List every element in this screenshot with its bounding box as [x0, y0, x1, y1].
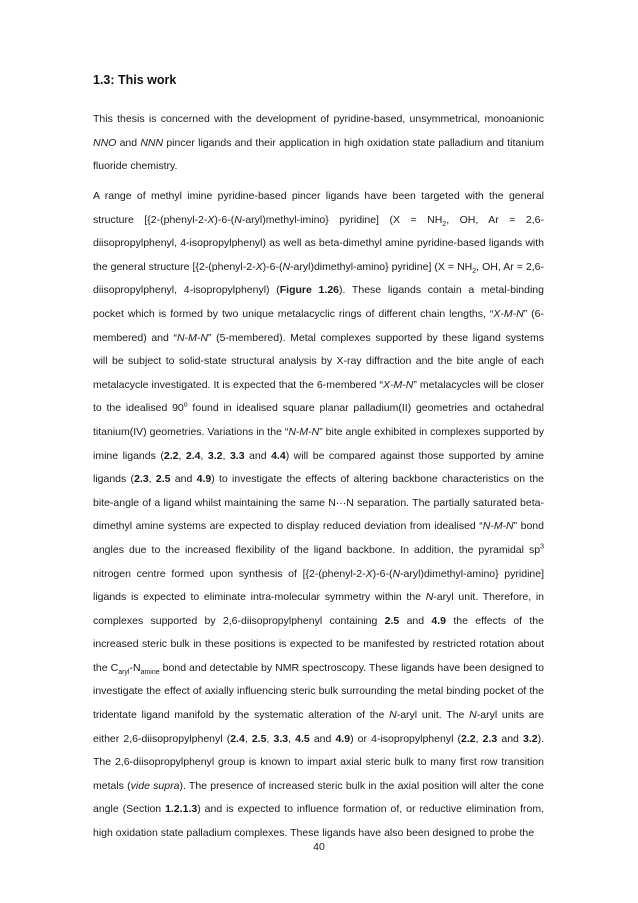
paragraph2-run: and: [309, 732, 336, 745]
paragraph2-run: N: [389, 709, 397, 722]
paragraph2-run: ,: [200, 449, 208, 462]
paragraph2-run: 3.2: [207, 449, 223, 462]
paragraph2-run: -N: [129, 661, 141, 674]
paragraph-ligands: [93, 185, 544, 846]
paragraph2-run: N: [234, 213, 242, 226]
paragraph2-run: ” bond angles due to the increased flexibility of the ligand backbone. In addition, the pyramidal sp: [93, 520, 544, 556]
paragraph2-run: 2: [472, 267, 477, 275]
paragraph2-run: 4.9: [196, 473, 212, 486]
paragraph2-run: N: [425, 591, 434, 604]
paragraph2-run: 3: [540, 543, 544, 551]
paragraph2-run: ,: [148, 473, 156, 486]
paragraph1-run: NNO: [93, 136, 117, 149]
paragraph2-run: N-M-N: [288, 425, 320, 438]
paragraph2-run: ). The 2,6-diisopropylphenyl group is known to impart axial steric bulk to many first row transition metals (: [93, 732, 545, 792]
paragraph2-run: -aryl unit. Therefore, in complexes supported by 2,6-diisopropylphenyl containing: [93, 591, 545, 627]
paragraph2-run: 2.5: [384, 614, 400, 627]
paragraph2-run: o: [183, 401, 188, 409]
paragraph2-run: , OH, Ar = 2,6-diisopropylphenyl, 4-isopropylphenyl) as well as beta-dimethyl amine pyridine-based ligands with the general structure [{2-(phenyl-2-: [93, 213, 544, 273]
paragraph2-run: 2.2: [163, 449, 179, 462]
page-number: 40: [313, 841, 325, 853]
paragraph2-run: ,: [244, 732, 252, 745]
paragraph2-run: 4.9: [335, 732, 351, 745]
paragraph2-run: 3.2: [523, 732, 538, 745]
paragraph2-run: ) and is expected to influence formation of, or reductive elimination from, high oxidation state palladium complexes. These ligands have also been designed to probe the: [93, 803, 545, 840]
paragraph2-run: the effects of the increased steric bulk in these positions is expected to be manifested by restricted rotation about the C: [93, 614, 544, 674]
paragraph2-run: 2.2: [461, 732, 476, 745]
paragraph2-run: X-M-N: [383, 378, 414, 391]
paragraph2-run: and: [170, 473, 197, 486]
paragraph2-run: X: [207, 213, 215, 226]
paragraph2-run: 1.2.1.3: [165, 803, 198, 816]
paragraph2-run: ,: [475, 732, 483, 745]
paragraph2-run: -aryl)dimethyl-amino} pyridine] ligands is expected to eliminate intra-molecular symmetry within the: [93, 567, 544, 604]
paragraph2-run: X: [255, 260, 263, 273]
paragraph2-run: 4.5: [295, 732, 310, 745]
paragraph2-run: 2.3: [482, 732, 498, 745]
paragraph2-run: -aryl)dimethyl-amino} pyridine] (X = NH: [290, 260, 473, 273]
paragraph2-run: 4.9: [431, 614, 447, 627]
paragraph2-run: ,: [222, 449, 230, 462]
paragraph2-run: vide supra: [130, 779, 180, 792]
paragraph2-run: , OH, Ar = 2,6-diisopropylphenyl, 4-isopropylphenyl) (: [93, 260, 544, 297]
paragraph2-run: ” bite angle exhibited in complexes supported by imine ligands (: [93, 425, 544, 462]
paragraph2-run: amine: [140, 668, 160, 676]
paragraph2-run: ) or 4-isopropylphenyl (: [350, 732, 462, 745]
paragraph2-run: bond and detectable by NMR spectroscopy. These ligands have been designed to investigate the effect of axially influencing steric bulk surrounding the metal binding pocket of the tridentate ligand manifold by the systematic alteration of the: [93, 661, 544, 722]
paragraph2-run: and: [244, 449, 272, 462]
paragraph2-run: ). The presence of increased steric bulk in the axial position will alter the cone angle (Section: [93, 779, 544, 816]
paragraph2-run: nitrogen centre formed upon synthesis of [{2-(phenyl-2-: [93, 567, 366, 580]
paragraph2-run: and: [399, 614, 432, 627]
paragraph2-run: ,: [288, 732, 296, 745]
paragraph2-run: N: [392, 567, 401, 580]
paragraph2-run: 2.4: [185, 449, 201, 462]
paragraph2-run: X: [365, 567, 373, 580]
paragraph2-run: 2.5: [251, 732, 267, 745]
paragraph2-run: ) will be compared against those supported by amine ligands (: [93, 449, 545, 486]
paragraph2-run: 2.5: [155, 473, 171, 486]
paragraph2-run: N-M-N: [482, 520, 514, 533]
paragraph2-run: ” metalacycles will be closer to the idealised 90: [93, 378, 544, 415]
paragraph2-run: )-6-(: [214, 213, 235, 226]
paragraph2-run: -aryl)methyl-imino} pyridine] (X = NH: [241, 213, 443, 226]
paragraph2-run: 3.3: [273, 732, 289, 745]
paragraph1-run: and: [116, 136, 141, 149]
paragraph2-run: Figure 1.26: [279, 284, 339, 297]
paragraph2-run: A range of methyl imine pyridine-based pincer ligands have been targeted with the general structure [{2-(phenyl-2-: [93, 190, 544, 226]
paragraph2-run: found in idealised square planar palladium(II) geometries and octahedral titanium(IV) geometries. Variations in the “: [93, 402, 544, 438]
paragraph2-run: )-6-(: [262, 260, 283, 273]
paragraph2-run: ,: [178, 449, 186, 462]
paragraph1-run: This thesis is concerned with the development of pyridine-based, unsymmetrical, monoanionic: [93, 113, 544, 125]
paragraph2-run: 2: [442, 220, 447, 228]
paragraph2-run: ). These ligands contain a metal-binding pocket which is formed by two unique metalacyclic rings of different chain lengths, “: [93, 284, 544, 320]
paragraph2-run: )-6-(: [372, 567, 393, 580]
paragraph2-run: ) to investigate the effects of altering backbone characteristics on the bite-angle of a ligand whilst maintaining the same N···N separation. The partially saturated beta-dimethyl amine systems are expected to display reduced deviation from idealised “: [93, 473, 544, 533]
paragraph2-run: X-M-N: [493, 307, 524, 320]
paragraph2-run: -aryl unit. The: [396, 709, 470, 722]
paragraph2-run: N-M-N: [177, 331, 208, 344]
paragraph2-run: -aryl units are either 2,6-diisopropylphenyl (: [93, 709, 545, 745]
paragraph2-run: 2.4: [230, 732, 245, 745]
paragraph2-run: N: [282, 260, 291, 273]
paragraph2-run: ” (6-membered) and “: [93, 307, 544, 344]
paragraph2-run: aryl: [118, 668, 130, 676]
paragraph1-run: NNN: [140, 136, 164, 149]
paragraph2-run: ” (5-membered). Metal complexes supported by these ligand systems will be subject to solid-state structural analysis by X-ray diffraction and the bite angle of each metalacycle investigated. It is expected that the 6-membered “: [93, 331, 544, 391]
paragraph2-run: 4.4: [271, 449, 286, 462]
paragraph1-run: pincer ligands and their application in high oxidation state palladium and titanium fluoride chemistry.: [93, 136, 544, 173]
paragraph2-run: 2.3: [134, 473, 149, 486]
paragraph-intro: [93, 108, 544, 179]
paragraph2-run: ,: [266, 732, 274, 745]
paragraph2-run: 3.3: [229, 449, 245, 462]
paragraph2-run: N: [469, 709, 477, 722]
section-heading: 1.3: This work: [93, 73, 177, 87]
paragraph2-run: and: [497, 732, 523, 745]
